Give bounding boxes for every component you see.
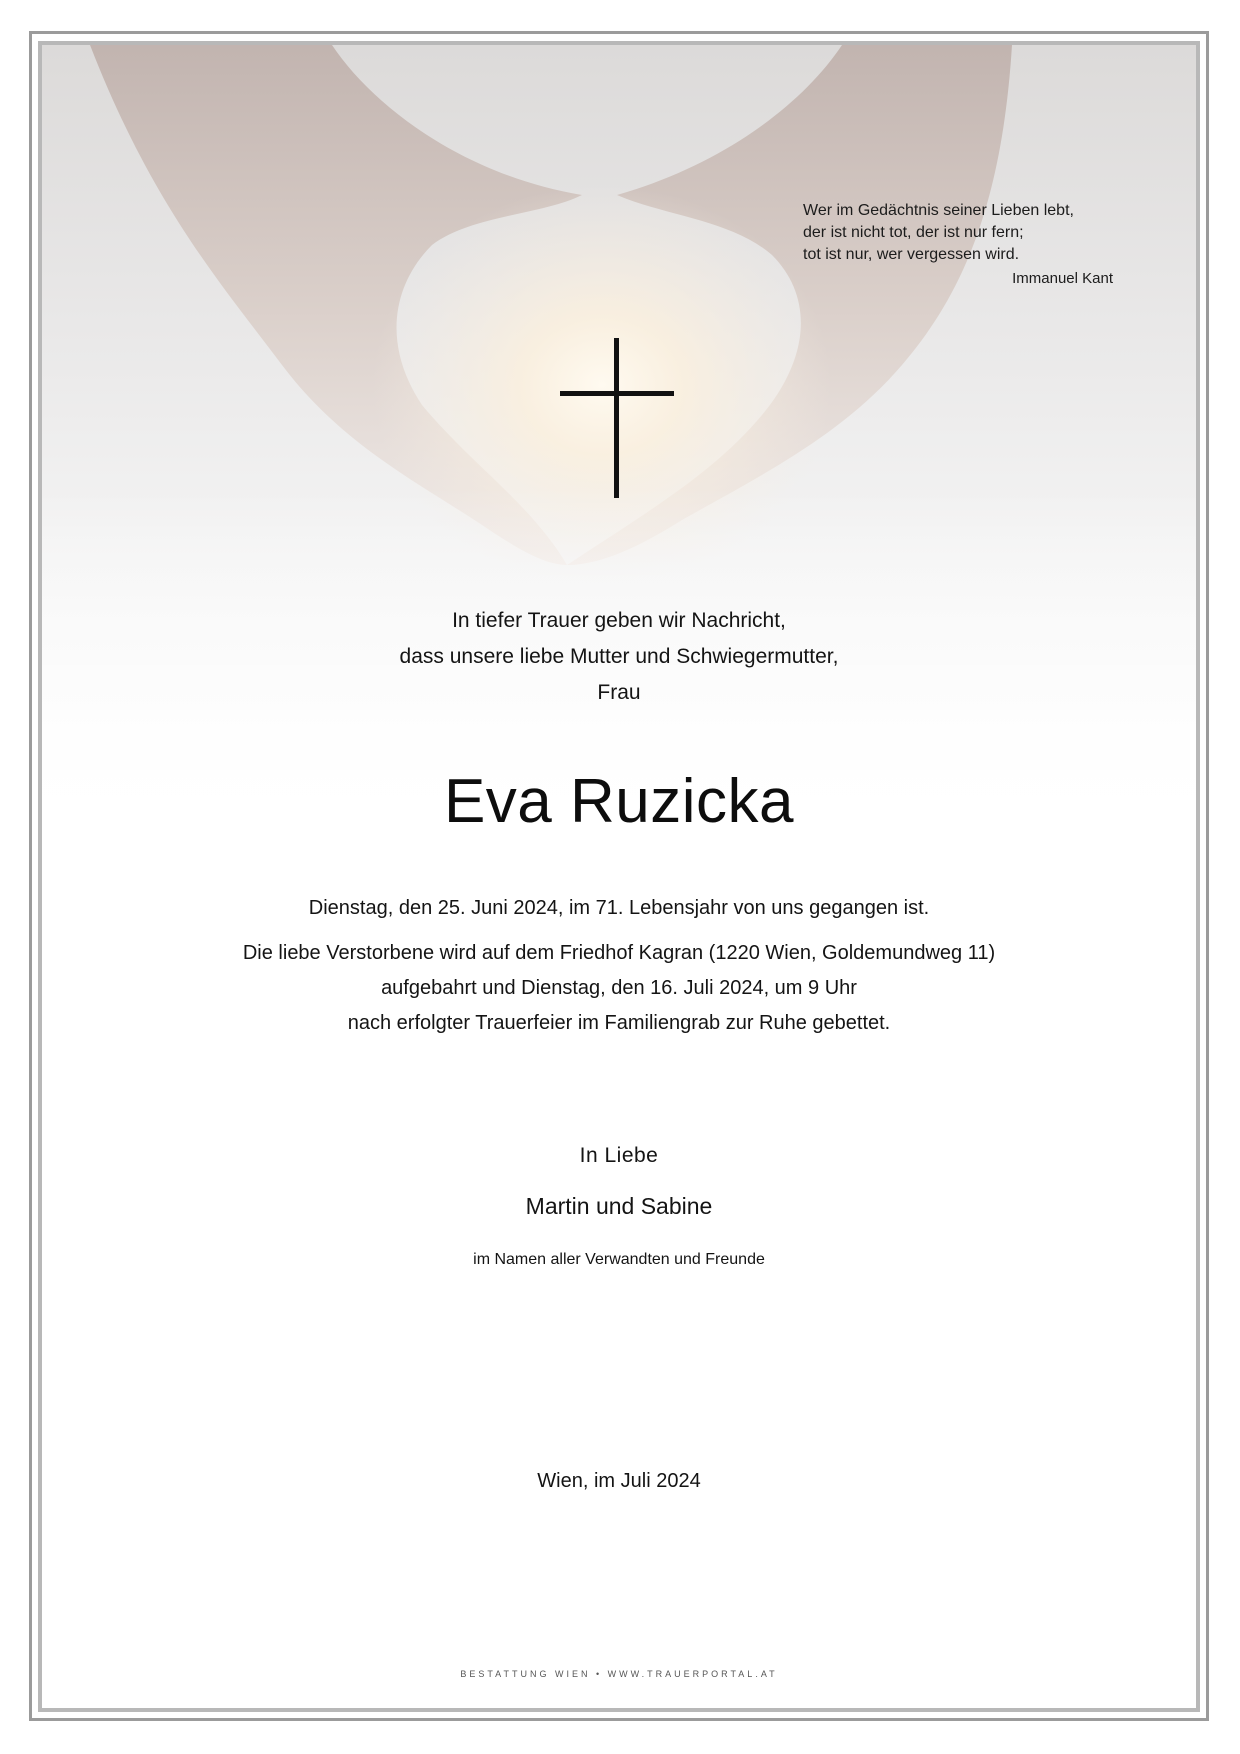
place-date: Wien, im Juli 2024 <box>537 1470 701 1492</box>
family-line: im Namen aller Verwandten und Freunde <box>473 1251 765 1268</box>
quote-author: Immanuel Kant <box>1012 270 1113 287</box>
death-notice: Dienstag, den 25. Juni 2024, im 71. Lebensjahr von uns gegangen ist. <box>308 897 930 919</box>
cross-icon <box>560 338 674 498</box>
intro-line: Frau <box>597 681 641 704</box>
quote-line: tot ist nur, wer vergessen wird. <box>803 246 1020 263</box>
burial-line: aufgebahrt und Dienstag, den 16. Juli 2024, um 9 Uhr <box>381 977 857 999</box>
quote-line: Wer im Gedächtnis seiner Lieben lebt, <box>803 202 1074 219</box>
burial-line: nach erfolgter Trauerfeier im Familiengrab zur Ruhe gebettet. <box>347 1012 891 1034</box>
signers-names: Martin und Sabine <box>525 1193 713 1219</box>
burial-line: Die liebe Verstorbene wird auf dem Friedhof Kagran (1220 Wien, Goldemundweg 11) <box>242 942 996 964</box>
quote-line: der ist nicht tot, der ist nur fern; <box>803 224 1024 241</box>
intro-line: In tiefer Trauer geben wir Nachricht, <box>452 609 786 632</box>
intro-line: dass unsere liebe Mutter und Schwiegermutter, <box>399 645 839 668</box>
burial-details <box>42 936 1196 1041</box>
inner-frame <box>38 41 1200 1712</box>
deceased-name: Eva Ruzicka <box>443 767 795 836</box>
in-love-label: In Liebe <box>579 1144 659 1167</box>
footer-credit: BESTATTUNG WIEN • WWW.TRAUERPORTAL.AT <box>460 1669 778 1679</box>
quote-block <box>803 200 1123 290</box>
intro-text <box>42 603 1196 711</box>
